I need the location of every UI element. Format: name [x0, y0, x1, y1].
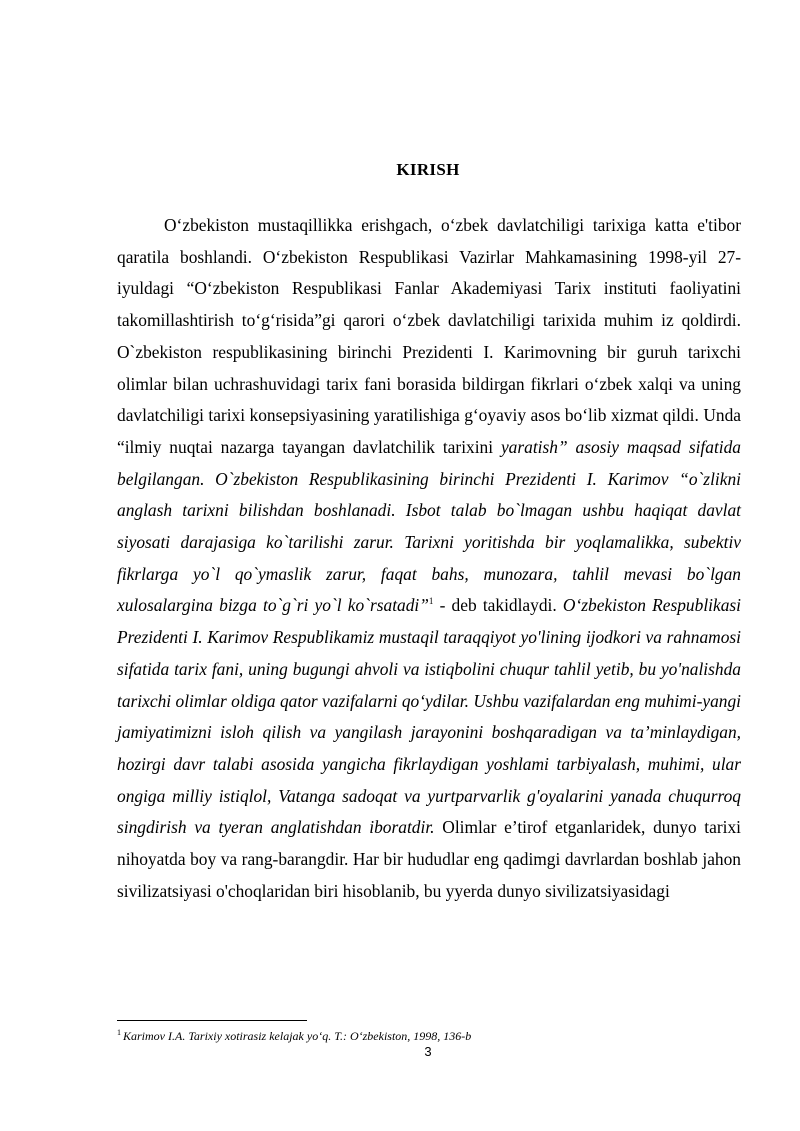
paragraph-text-3: Olimlar e’tirof etganlaridek, dunyo tarixi nihoyatda boy va rang-barangdir. Har bir hududlar eng qadimgi davrlardan boshlab jahon sivilizatsiyasi o'choqlaridan biri hisoblanib, bu yyerda dunyo sivilizatsiyasidagi [117, 817, 741, 901]
footnote-reference[interactable]: 1 [428, 596, 434, 607]
paragraph-text-1: O‘zbekiston mustaqillikka erishgach, o‘zbek davlatchiligi tarixiga katta e'tibor qaratila boshlandi. O‘zbekiston Respublikasi Vazirlar Mahkamasining 1998-yil 27-iyuldagi “O‘zbekiston Respublikasi Fanlar Akademiyasi Tarix instituti faoliyatini takomillashtirish to‘g‘risida”gi qarori o‘zbek davlatchiligi tarixida muhim iz qoldirdi. O`zbekiston respublikasining birinchi Prezidenti I. Karimovning bir guruh tarixchi olimlar bilan uchrashuvidagi tarix fani borasida bildirgan fikrlari o‘zbek xalqi va uning davlatchiligi tarixi konsepsiyasining yaratilishiga g‘oyaviy asos bo‘lib xizmat qildi. Unda “ilmiy nuqtai nazarga tayangan davlatchilik tarixini [117, 215, 741, 457]
paragraph-italic-quote-2: O‘zbekiston Respublikasi Prezidenti I. Karimov Respublikamiz mustaqil taraqqiyot yo'lining ijodkori va rahnamosi sifatida tarix fani, uning bugungi ahvoli va istiqbolini chuqur tahlil yetib, bu yo'nalishda tarixchi olimlar oldiga qator vazifalarni qo‘ydilar. Ushbu vazifalardan eng muhimi-yangi jamiyatimizni isloh qilish va yangilash jarayonini boshqaradigan va ta’minlaydigan, hozirgi davr talabi asosida yangicha fikrlaydigan yoshlami tarbiyalash, muhimi, ular ongiga milliy istiqlol, Vatanga sadoqat va yurtparvarlik g'oyalarini yanada chuqurroq singdirish va tyeran anglatishdan iboratdir. [117, 595, 742, 838]
page-title: KIRISH [396, 160, 460, 179]
footnote-divider [117, 1020, 307, 1021]
footnote-text: Karimov I.A. Tarixiy xotirasiz kelajak yo‘q. T.: O‘zbekiston, 1998, 136-b [123, 1029, 472, 1043]
paragraph-italic-quote-1: yaratish” asosiy maqsad sifatida belgilangan. O`zbekiston Respublikasining birinchi Prezidenti I. Karimov “o`zlikni anglash tarixni bilishdan boshlanadi. Isbot talab bo`lmagan ushbu haqiqat davlat siyosati darajasiga ko`tarilishi zarur. Tarixni yoritishda bir yoqlamalikka, subektiv fikrlarga yo`l qo`ymaslik zarur, faqat bahs, munozara, tahlil mevasi bo`lgan xulosalargina bizga to`g`ri yo`l ko`rsatadi” [117, 436, 741, 616]
footnote-marker: 1 [117, 1028, 121, 1037]
page-number: 3 [424, 1044, 432, 1059]
paragraph-text-2: - deb takidlaydi. [433, 595, 563, 616]
footnote [117, 1029, 741, 1043]
body-paragraph [117, 210, 741, 907]
